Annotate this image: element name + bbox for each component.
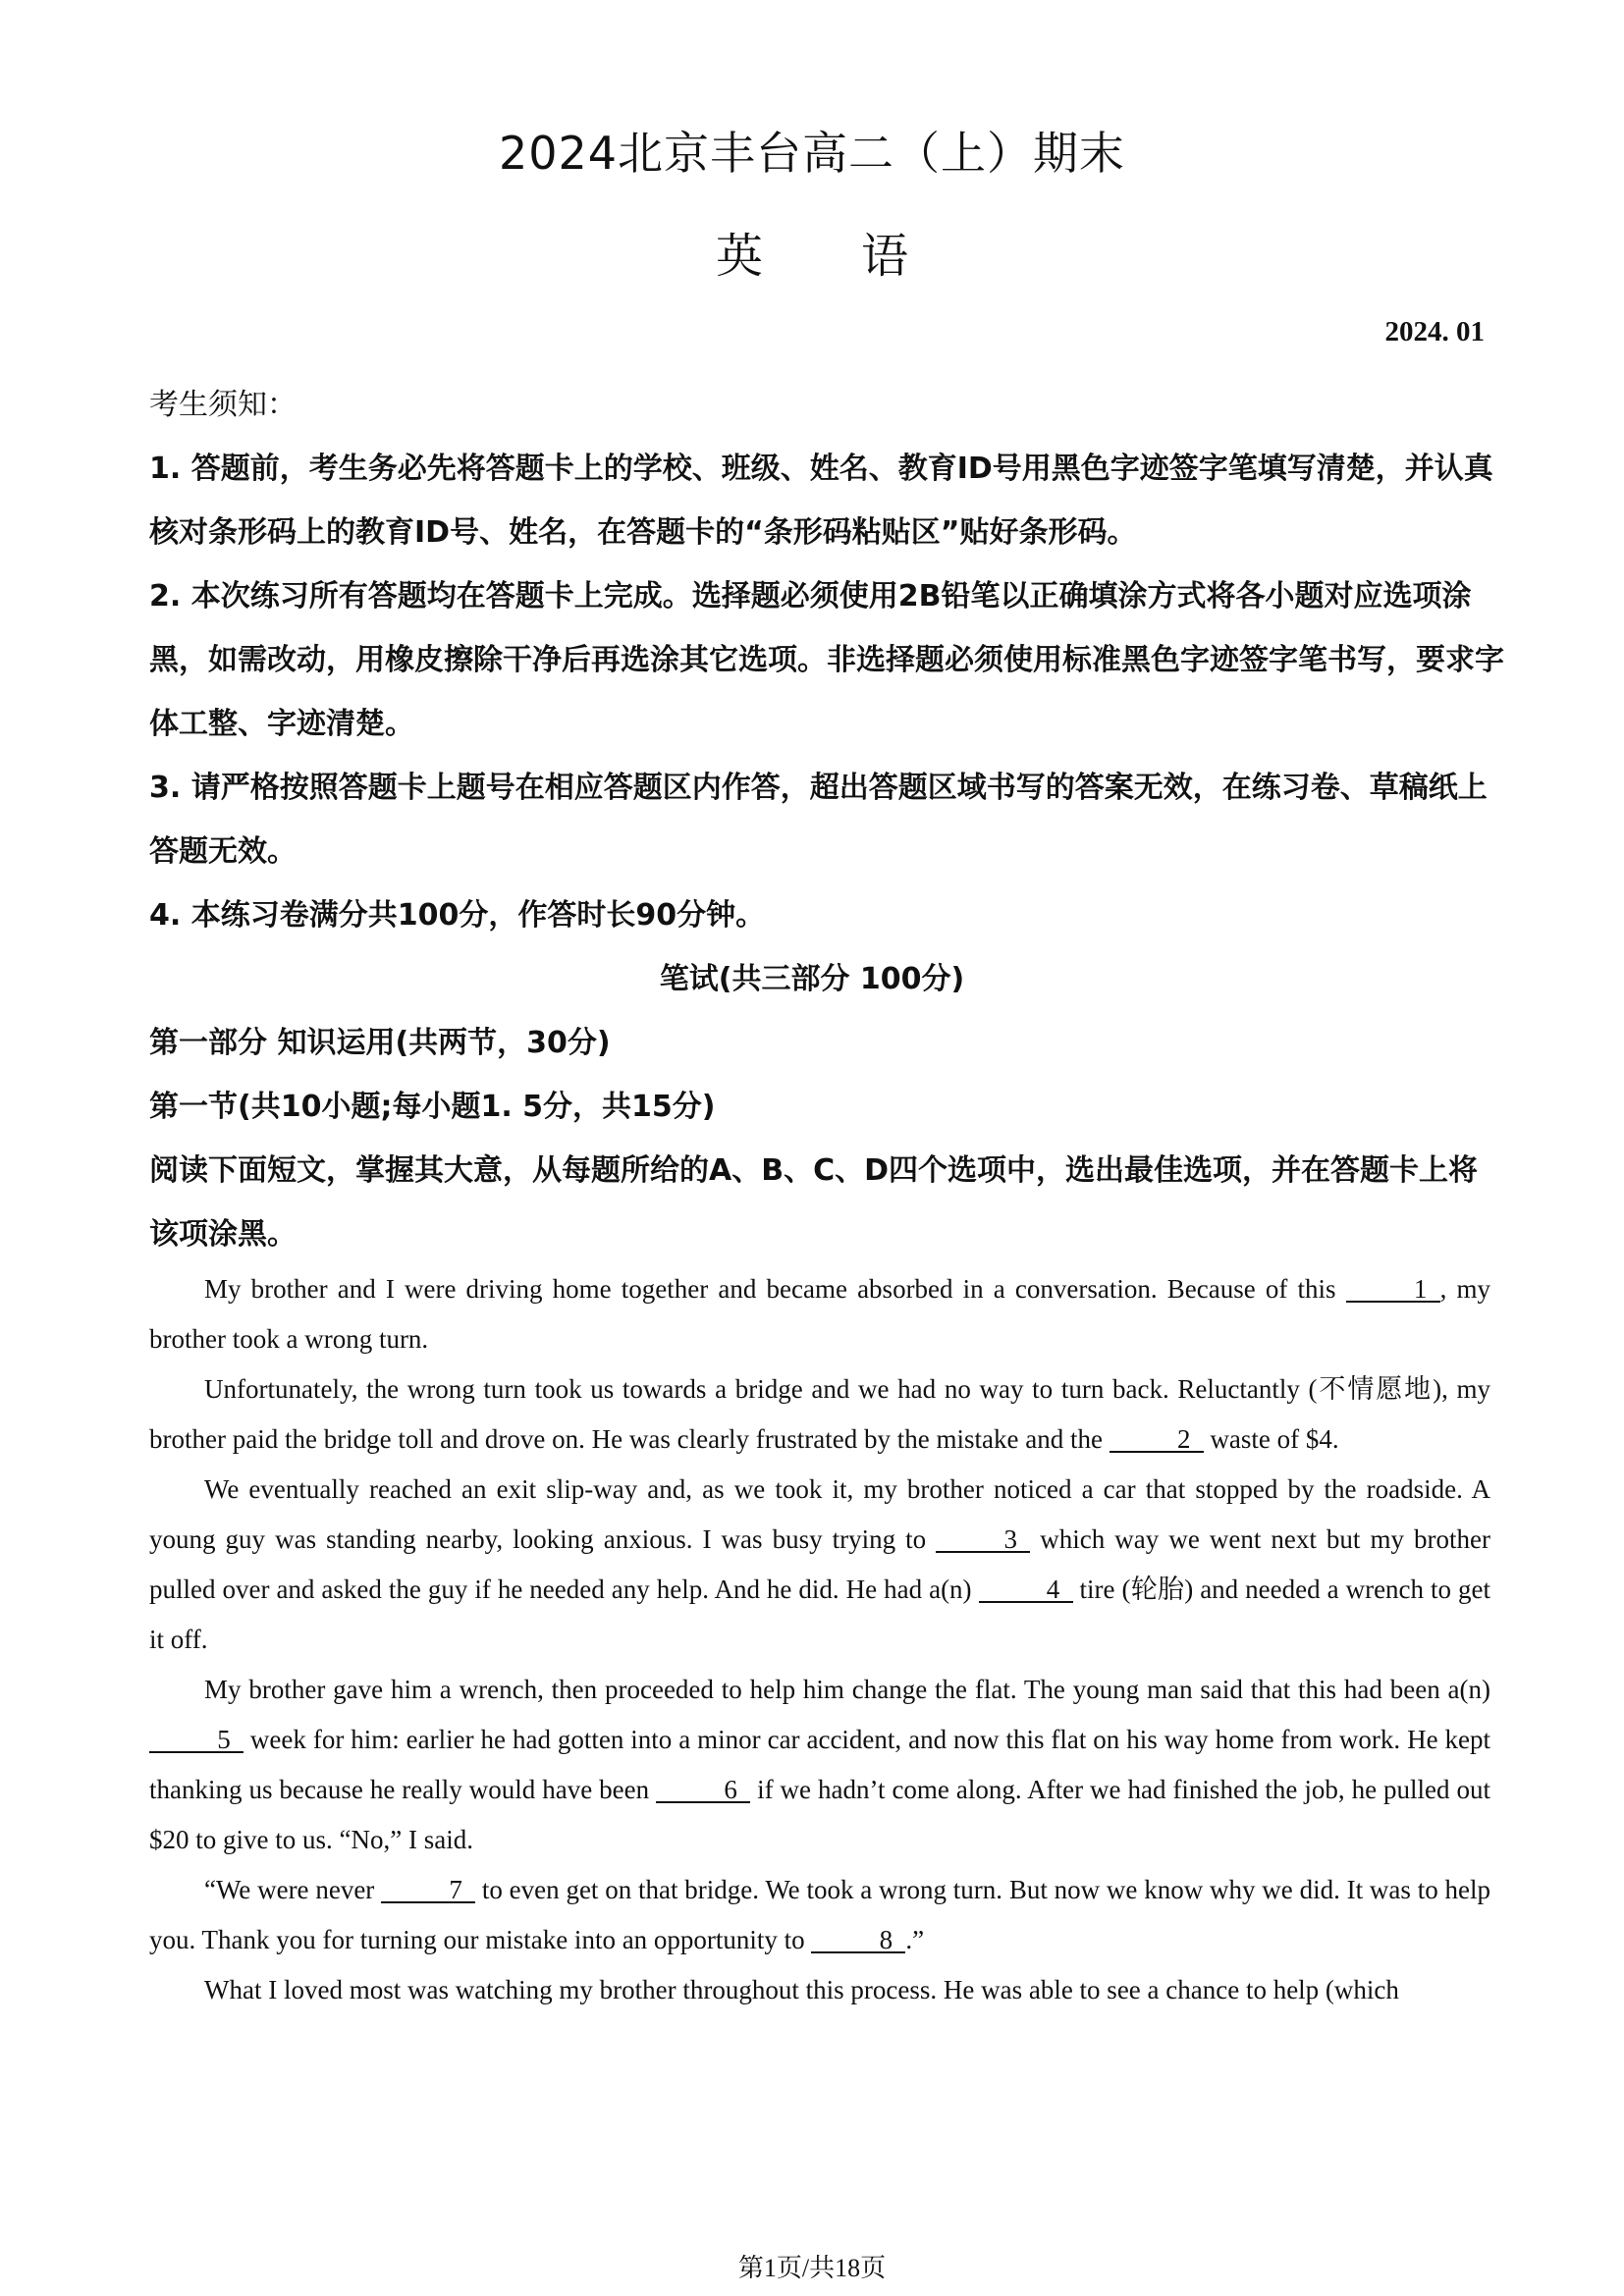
blank-4: 4 [979,1577,1073,1603]
passage-paragraph-5: “We were never 7 to even get on that bridge. We took a wrong turn. But now we know why we did. It was to help you. Thank you for turning our mistake into an opportunity to 8 .” [149,1875,1490,1954]
written-section-heading: 笔试(共三部分 100分) [659,962,965,996]
notice-heading: 考生须知： [149,388,297,422]
passage-paragraph-3: We eventually reached an exit slip-way and, as we took it, my brother noticed a car that stopped by the roadside. A young guy was standing nearby, looking anxious. I was busy trying to 3 which way we went next but my brother pulled over and asked the guy if he needed any help. And he did. He had a(n) 4 tire (轮胎) and needed a wrench to get it off. [149,1474,1490,1654]
passage-paragraph-2: Unfortunately, the wrong turn took us towards a bridge and we had no way to turn back. Reluctantly (不情愿地), my brother paid the bridge toll and drove on. He was clearly frustrated by the mistake and the 2 waste of $4. [149,1374,1490,1454]
section1-heading: 第一节(共10小题;每小题1. 5分，共15分) [149,1090,716,1124]
blank-5: 5 [149,1728,244,1753]
notice-item-1: 1. 答题前，考生务必先将答题卡上的学校、班级、姓名、教育ID号用黑色字迹签字笔填写清楚，并认真核对条形码上的教育ID号、姓名，在答题卡的“条形码粘贴区”贴好条形码。 [149,452,1493,550]
passage-paragraph-4: My brother gave him a wrench, then proceeded to help him change the flat. The young man said that this had been a(n) 5 week for him: earlier he had gotten into a minor car accident, and now this flat on his way home from work. He kept thanking us because he really would have been 6 if we hadn’t come along. After we had finished the job, he pulled out $20 to give to us. “No,” I said. [149,1675,1490,1854]
passage-paragraph-6: What I loved most was watching my brother throughout this process. He was able to see a chance to help (which [204,1975,1399,2004]
subject-char-1: 英 [715,229,763,284]
instructions-block [149,373,1504,1266]
blank-3: 3 [936,1527,1030,1553]
blank-8: 8 [811,1928,905,1953]
notice-item-2: 2. 本次练习所有答题均在答题卡上完成。选择题必须使用2B铅笔以正确填涂方式将各小题对应选项涂黑，如需改动，用橡皮擦除干净后再选涂其它选项。非选择题必须使用标准黑色字迹签字笔书写，要求字体工整、字迹清楚。 [149,579,1504,741]
page-number: 第1页/共18页 [737,2254,887,2282]
exam-date: 2024. 01 [1384,316,1485,347]
blank-1: 1 [1346,1277,1440,1303]
notice-item-3: 3. 请严格按照答题卡上题号在相应答题区内作答，超出答题区域书写的答案无效，在练习卷、草稿纸上答题无效。 [149,771,1488,869]
cloze-passage [149,1264,1490,2015]
notice-item-4: 4. 本练习卷满分共100分，作答时长90分钟。 [149,898,766,933]
subject-char-2: 语 [861,229,909,284]
blank-6: 6 [656,1778,750,1803]
subject-title [0,218,1624,286]
page-title: 2024北京丰台高二（上）期末 [498,127,1126,180]
blank-2: 2 [1110,1427,1204,1453]
section1-instruction: 阅读下面短文，掌握其大意，从每题所给的A、B、C、D四个选项中，选出最佳选项，并在答题卡上将该项涂黑。 [149,1153,1479,1252]
passage-paragraph-1: My brother and I were driving home together and became absorbed in a conversation. Because of this 1 , my brother took a wrong turn. [149,1274,1490,1354]
part1-heading: 第一部分 知识运用(共两节，30分) [149,1026,611,1060]
blank-7: 7 [381,1878,475,1903]
